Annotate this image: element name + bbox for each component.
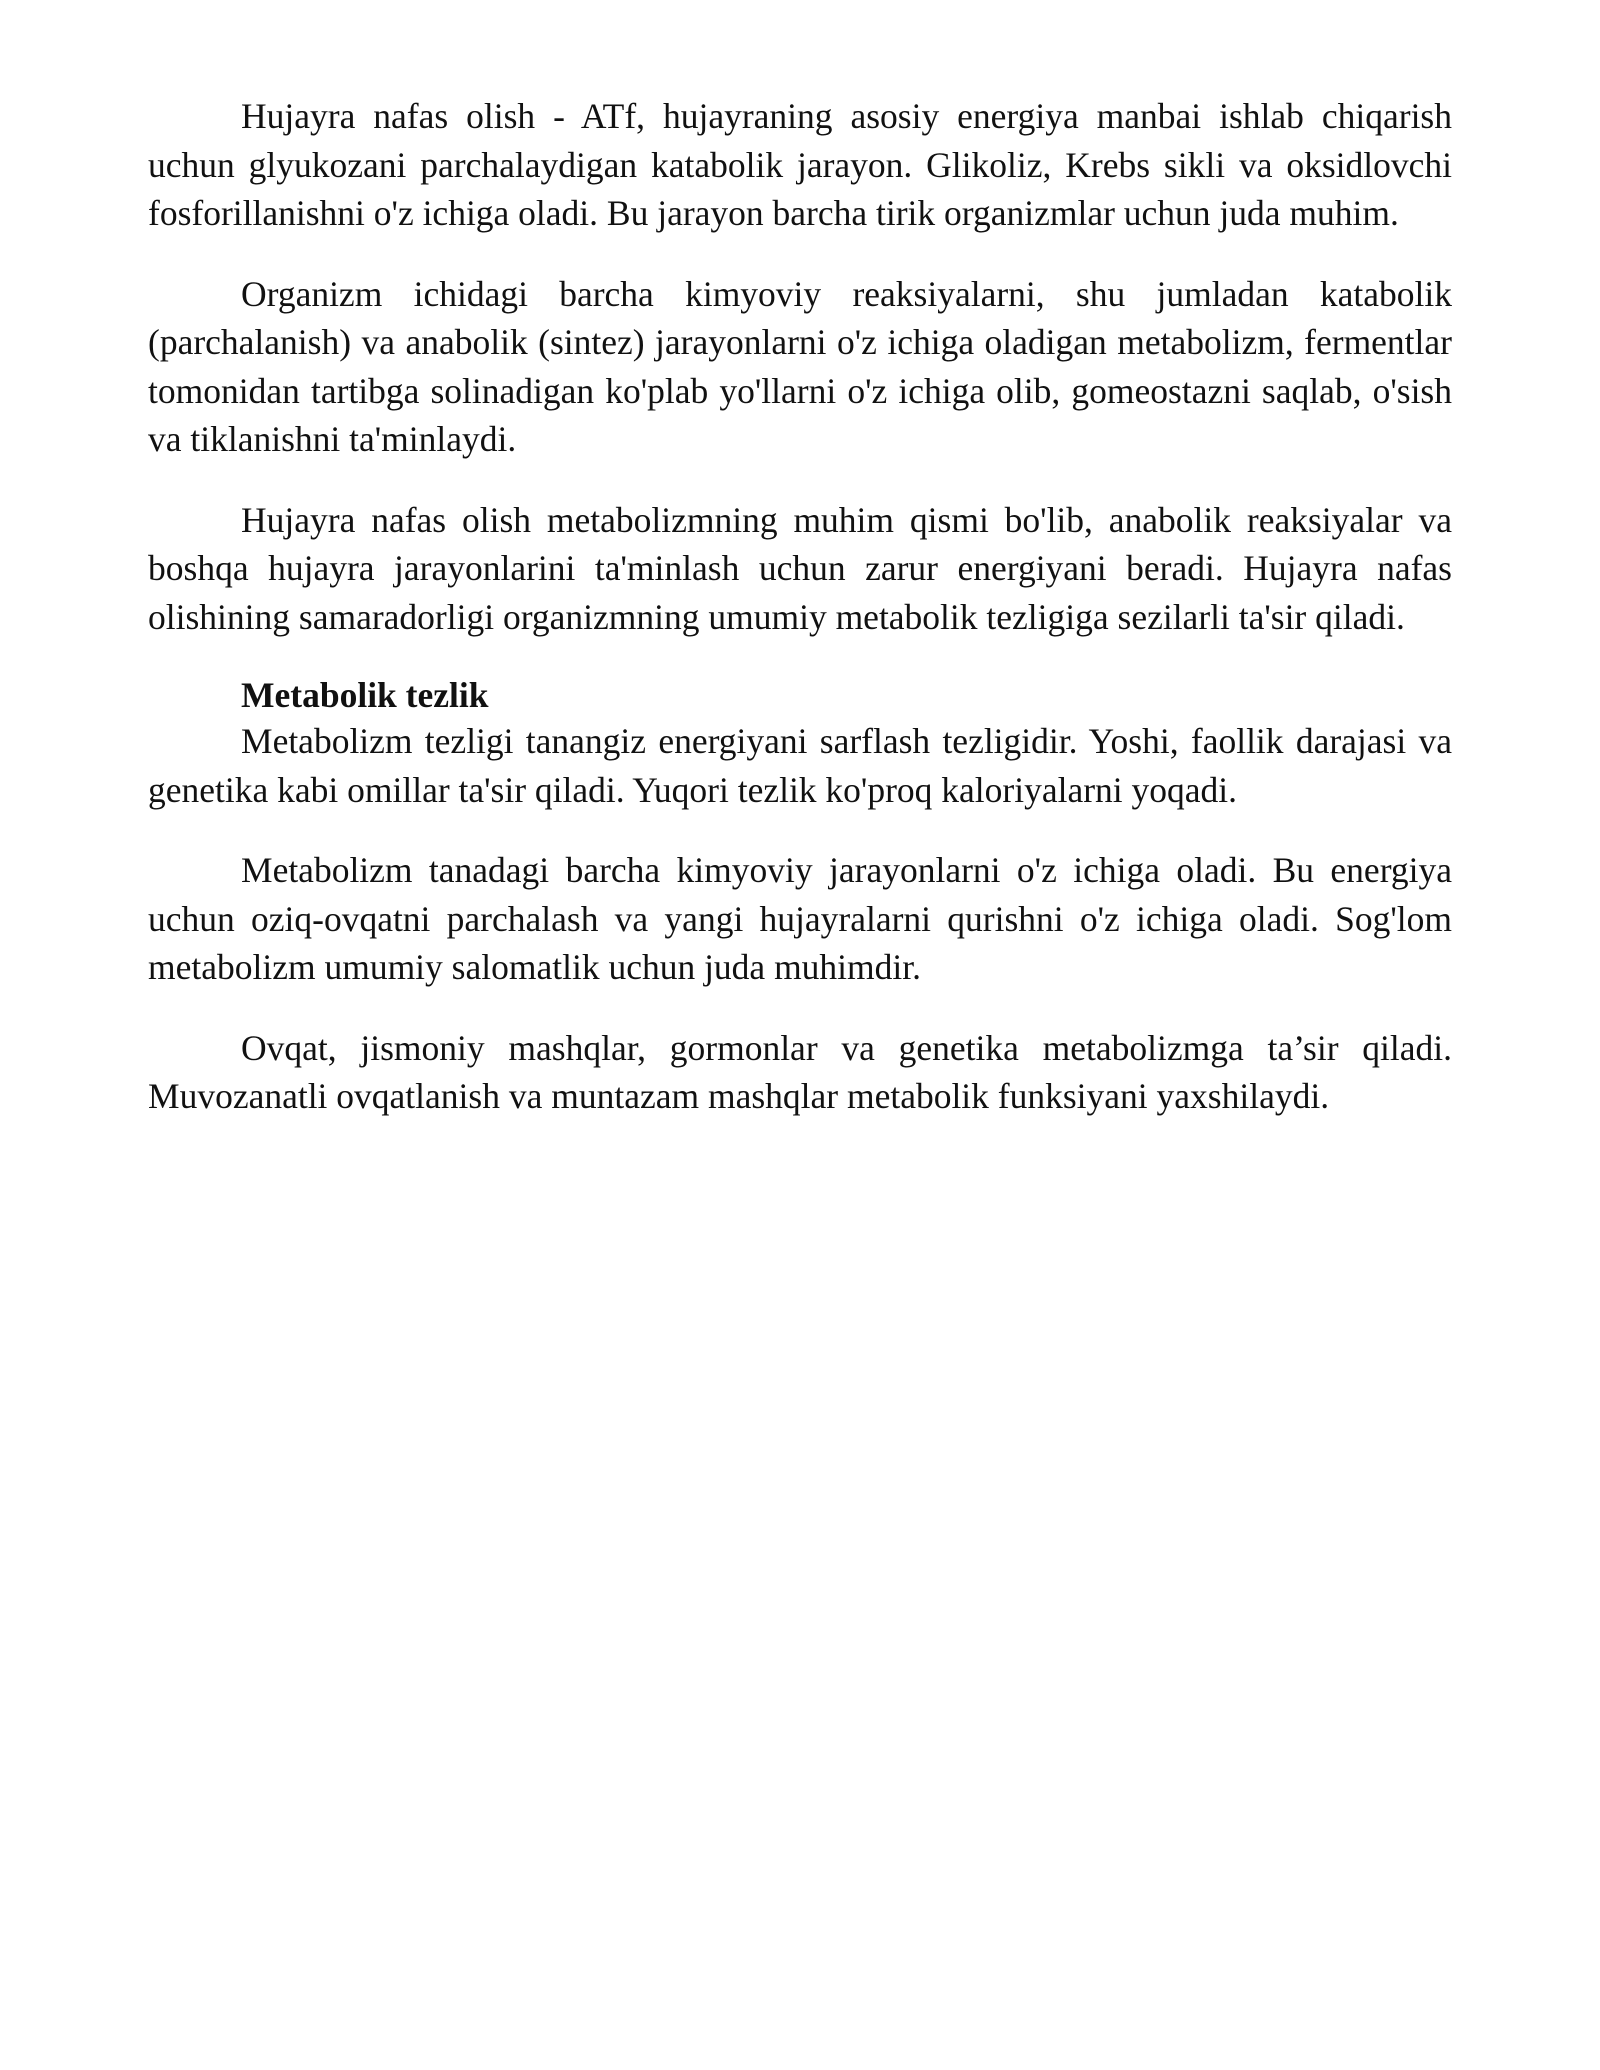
paragraph-cellular-respiration: Hujayra nafas olish - ATf, hujayraning asosiy energiya manbai ishlab chiqarish uchun glyukozani parchalaydigan katabolik jarayon. Glikoliz, Krebs sikli va oksidlovchi fosforillanishni o'z ichiga oladi. Bu jarayon barcha tirik organizmlar uchun juda muhim.	[148, 96, 1452, 233]
paragraph-metabolism-factors: Ovqat, jismoniy mashqlar, gormonlar va genetika metabolizmga ta’sir qiladi. Muvozanatli ovqatlanish va muntazam mashqlar metabolik funksiyani yaxshilaydi.	[148, 1027, 1452, 1116]
section-heading: Metabolik tezlik	[241, 675, 489, 715]
paragraph-respiration-and-metabolism: Hujayra nafas olish metabolizmning muhim qismi bo'lib, anabolik reaksiyalar va boshqa hujayra jarayonlarini ta'minlash uchun zarur energiyani beradi. Hujayra nafas olishining samaradorligi organizmning umumiy metabolik tezligiga sezilarli ta'sir qiladi.	[148, 499, 1452, 637]
document-body	[148, 92, 1452, 1121]
paragraph-metabolism-processes: Metabolizm tanadagi barcha kimyoviy jarayonlarni o'z ichiga oladi. Bu energiya uchun oziq-ovqatni parchalash va yangi hujayralarni qurishni o'z ichiga oladi. Sog'lom metabolizm umumiy salomatlik uchun juda muhimdir.	[148, 850, 1452, 987]
paragraph-metabolic-rate: Metabolizm tezligi tanangiz energiyani sarflash tezligidir. Yoshi, faollik darajasi va genetika kabi omillar ta'sir qiladi. Yuqori tezlik ko'proq kaloriyalarni yoqadi.	[148, 721, 1452, 810]
paragraph-metabolism-definition: Organizm ichidagi barcha kimyoviy reaksiyalarni, shu jumladan katabolik (parchalanish) va anabolik (sintez) jarayonlarni o'z ichiga oladigan metabolizm, fermentlar tomonidan tartibga solinadigan ko'plab yo'llarni o'z ichiga olib, gomeostazni saqlab, o'sish va tiklanishni ta'minlaydi.	[148, 273, 1452, 459]
